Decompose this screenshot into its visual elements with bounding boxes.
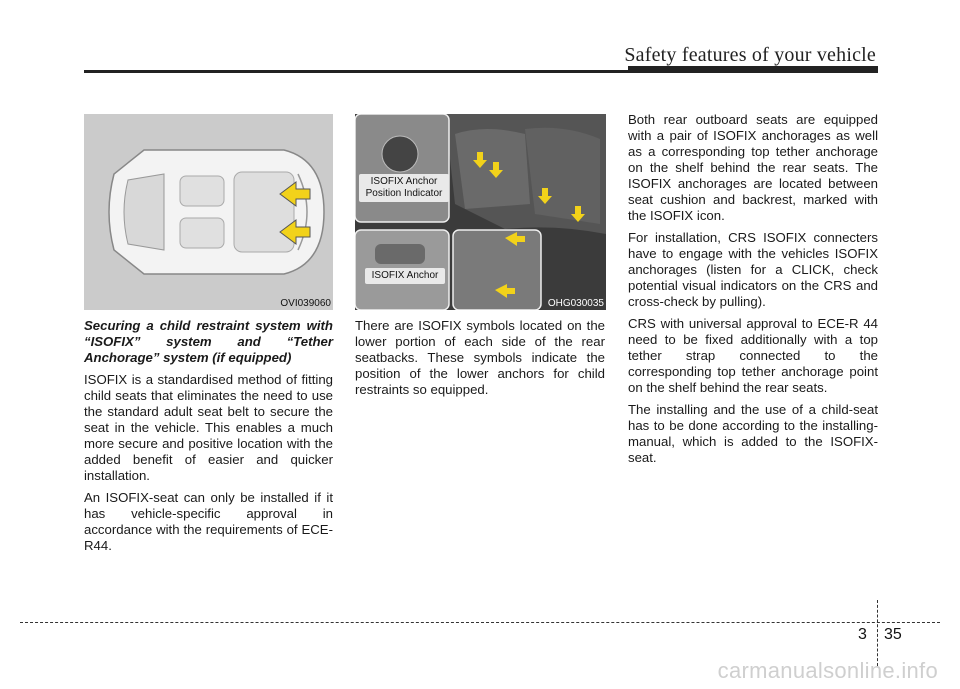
page-header-title: Safety features of your vehicle	[624, 44, 876, 66]
watermark: carmanualsonline.info	[717, 658, 938, 683]
footer-rule	[20, 622, 940, 623]
paragraph: CRS with universal approval to ECE-R 44 need to be fixed additionally with a top tether strap connected to the corresponding top tether anchorage point on the shelf behind the rear seats.	[628, 316, 878, 395]
paragraph: For installation, CRS ISOFIX connecters have to engage with the vehicles ISOFIX anchorages (listen for a CLICK, check potential visual indicators on the CRS and cross-check by pulling).	[628, 230, 878, 309]
car-top-view-figure	[84, 114, 333, 310]
column-2-text	[355, 318, 605, 404]
paragraph: There are ISOFIX symbols located on the lower portion of each side of the rear seatbacks. These symbols indicate the position of the lower anchors for child restraints so equipped.	[355, 318, 605, 397]
column-3-text	[628, 112, 878, 472]
header-rule-tab	[628, 66, 878, 73]
paragraph: Both rear outboard seats are equipped with a pair of ISOFIX anchorages as well as a corresponding top tether anchorage on the shelf behind the rear seats. The ISOFIX anchorages are located between seat cushion and backrest, marked with the ISOFIX icon.	[628, 112, 878, 223]
paragraph: An ISOFIX-seat can only be installed if it has vehicle-specific approval in accordance with the requirements of ECE-R44.	[84, 490, 333, 553]
car-top-view-illustration	[84, 114, 333, 310]
isofix-anchor-callout: ISOFIX Anchor	[365, 268, 445, 284]
rear-seat-figure	[355, 114, 606, 310]
column-1-text	[84, 318, 333, 560]
paragraph: ISOFIX is a standardised method of fitting child seats that eliminates the need to use the standard adult seat belt to secure the seat in the vehicle. This enables a much more secure and positive location with the added benefit of easier and quicker installation.	[84, 372, 333, 483]
page-number: 35	[884, 626, 902, 643]
chapter-number: 3	[858, 626, 867, 643]
section-subheading: Securing a child restraint system with “ISOFIX” system and “Tether Anchorage” system (if equipped)	[84, 318, 333, 365]
figure-code: OHG030035	[547, 298, 604, 309]
isofix-anchor-indicator-callout: ISOFIX Anchor Position Indicator	[359, 174, 449, 202]
paragraph: The installing and the use of a child-seat has to be done according to the installing-manual, which is added to the ISOFIX-seat.	[628, 402, 878, 465]
figure-code: OVI039060	[280, 298, 331, 309]
footer-divider	[877, 600, 878, 666]
